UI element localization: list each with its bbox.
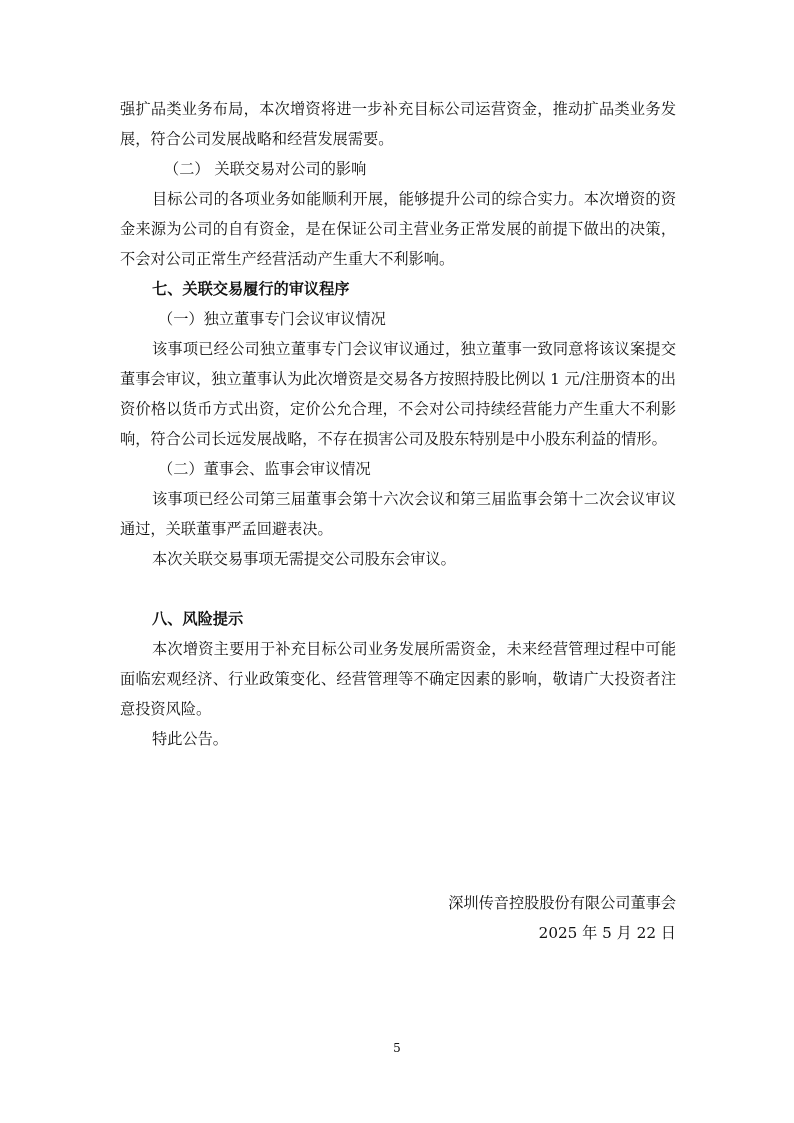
signature-block [120, 888, 676, 948]
subheading-board-review: （二）董事会、监事会审议情况 [158, 460, 371, 478]
signature-company: 深圳传音控股股份有限公司董事会 [448, 894, 676, 912]
paragraph-transaction-impact: 目标公司的各项业务如能顺利开展，能够提升公司的综合实力。本次增资的资金来源为公司的自有资金，是在保证公司主营业务正常发展的前提下做出的决策，不会对公司正常生产经营活动产生重大不利影响。 [120, 190, 676, 268]
section-spacer [120, 574, 676, 604]
document-body [120, 94, 676, 754]
paragraph-announcement-closing: 特此公告。 [152, 730, 228, 748]
page-number: 5 [393, 1041, 401, 1055]
paragraph-independent-directors: 该事项已经公司独立董事专门会议审议通过，独立董事一致同意将该议案提交董事会审议，独立董事认为此次增资是交易各方按照持股比例以 1 元/注册资本的出资价格以货币方式出资，定价公允合理，不会对公司持续经营能力产生重大不利影响，符合公司长远发展战略，不存在损害公司及股东特别是中小股东利益的情形。 [120, 340, 676, 448]
subheading-transaction-impact: （二） 关联交易对公司的影响 [164, 160, 367, 178]
signature-date: 2025 年 5 月 22 日 [538, 924, 676, 942]
paragraph-board-review: 该事项已经公司第三届董事会第十六次会议和第三届监事会第十二次会议审议通过，关联董事严孟回避表决。 [120, 490, 676, 538]
paragraph-risk-warning: 本次增资主要用于补充目标公司业务发展所需资金，未来经营管理过程中可能面临宏观经济、行业政策变化、经营管理等不确定因素的影响，敬请广大投资者注意投资风险。 [120, 640, 676, 718]
section-heading-risk-warning: 八、风险提示 [152, 610, 244, 628]
subheading-independent-directors: （一）独立董事专门会议审议情况 [158, 310, 386, 328]
paragraph-strategy-continuation: 强扩品类业务布局，本次增资将进一步补充目标公司运营资金，推动扩品类业务发展，符合公司发展战略和经营发展需要。 [120, 100, 676, 148]
paragraph-no-shareholder-review: 本次关联交易事项无需提交公司股东会审议。 [152, 550, 456, 568]
section-heading-review-procedure: 七、关联交易履行的审议程序 [152, 280, 350, 298]
